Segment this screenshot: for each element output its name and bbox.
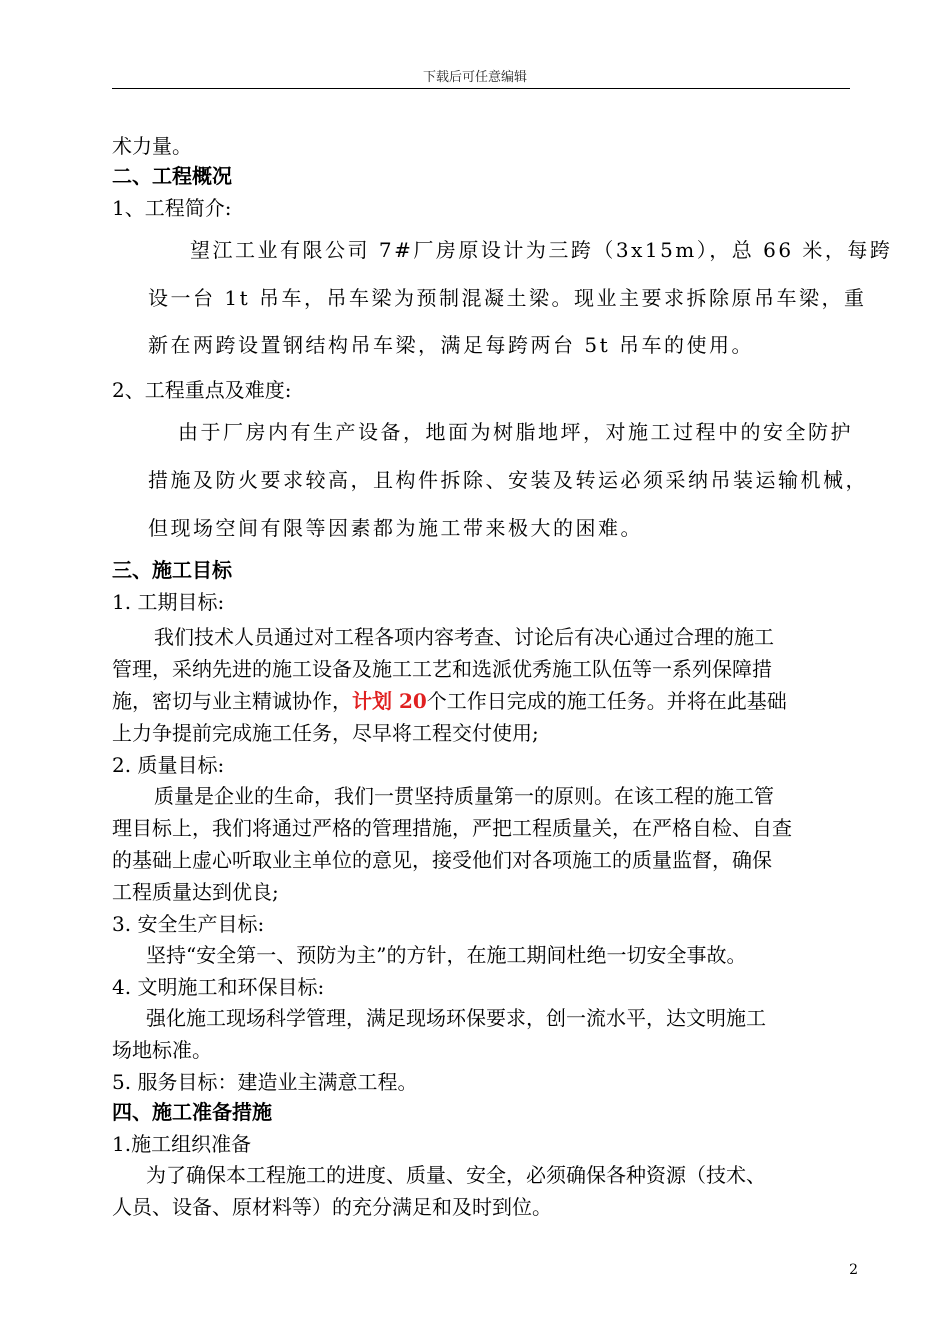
subheading-3-4: 4. 文明施工和环保目标: — [112, 975, 325, 999]
text-line: 望江工业有限公司 7#厂房原设计为三跨（3x15m），总 66 米，每跨 — [190, 238, 893, 262]
subheading-1-2: 2、工程重点及难度: — [112, 378, 292, 402]
text-line: 但现场空间有限等因素都为施工带来极大的困难。 — [148, 516, 643, 540]
text-line: 强化施工现场科学管理，满足现场环保要求，创一流水平，达文明施工 — [146, 1006, 766, 1030]
text-line: 措施及防火要求较高，且构件拆除、安装及转运必须采纳吊装运输机械， — [148, 468, 868, 492]
section-heading-4: 四、施工准备措施 — [112, 1100, 272, 1124]
text-line: 工程质量达到优良; — [112, 880, 279, 904]
subheading-4-1: 1.施工组织准备 — [112, 1132, 252, 1156]
page-header: 下载后可任意编辑 — [422, 70, 527, 85]
subheading-3-1: 1. 工期目标: — [112, 590, 225, 614]
text-line: 管理，采纳先进的施工设备及施工工艺和选派优秀施工队伍等一系列保障措 — [112, 657, 772, 681]
text-line: 质量是企业的生命，我们一贯坚持质量第一的原则。在该工程的施工管 — [154, 784, 774, 808]
highlight-plan-20: 计划 20 — [352, 689, 427, 713]
page-number: 2 — [849, 1262, 858, 1278]
subheading-3-3: 3. 安全生产目标: — [112, 912, 265, 936]
text-line: 坚持“安全第一、预防为主”的方针，在施工期间杜绝一切安全事故。 — [146, 943, 747, 967]
text-line: 的基础上虚心听取业主单位的意见，接受他们对各项施工的质量监督，确保 — [112, 848, 772, 872]
text-line: 我们技术人员通过对工程各项内容考查、讨论后有决心通过合理的施工 — [154, 625, 774, 649]
section-heading-2: 二、工程概况 — [112, 164, 232, 188]
text-line: 理目标上，我们将通过严格的管理措施，严把工程质量关，在严格自检、自查 — [112, 816, 792, 840]
section-heading-3: 三、施工目标 — [112, 558, 232, 582]
text-segment: 施，密切与业主精诚协作， — [112, 689, 352, 713]
subheading-3-5: 5. 服务目标：建造业主满意工程。 — [112, 1070, 418, 1094]
text-line: 新在两跨设置钢结构吊车梁，满足每跨两台 5t 吊车的使用。 — [148, 333, 754, 357]
text-line: 设一台 1t 吊车，吊车梁为预制混凝土梁。现业主要求拆除原吊车梁，重 — [148, 286, 867, 310]
subheading-1-1: 1、工程简介: — [112, 196, 232, 220]
header-rule — [112, 88, 850, 89]
text-line: 术力量。 — [112, 134, 192, 158]
text-line: 场地标准。 — [112, 1038, 212, 1062]
text-line-with-highlight — [112, 689, 787, 713]
text-segment: 个工作日完成的施工任务。并将在此基础 — [426, 689, 787, 713]
text-line: 人员、设备、原材料等）的充分满足和及时到位。 — [112, 1195, 552, 1219]
subheading-3-2: 2. 质量目标: — [112, 753, 225, 777]
text-line: 上力争提前完成施工任务，尽早将工程交付使用; — [112, 721, 539, 745]
text-line: 为了确保本工程施工的进度、质量、安全，必须确保各种资源（技术、 — [146, 1163, 766, 1187]
text-line: 由于厂房内有生产设备，地面为树脂地坪，对施工过程中的安全防护 — [178, 420, 853, 444]
